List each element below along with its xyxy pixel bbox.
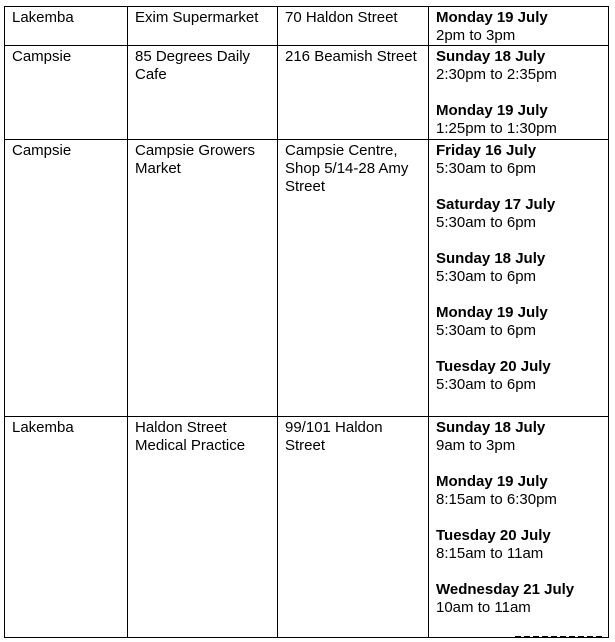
table-row [5,7,609,46]
dates-cell [429,417,609,638]
date-slot [436,581,602,617]
slot-time: 8:15am to 6:30pm [436,491,557,508]
slot-day: Monday 19 July [436,9,548,26]
slot-day: Monday 19 July [436,473,548,490]
date-slot [436,250,602,286]
date-slot [436,419,602,455]
address-cell: Campsie Centre, Shop 5/14-28 Amy Street [278,140,429,417]
slot-time: 10am to 11am [436,599,531,616]
dates-cell [429,7,609,46]
venue-cell: 85 Degrees Daily Cafe [128,46,278,140]
slot-day: Monday 19 July [436,304,548,321]
suburb-cell: Campsie [5,140,128,417]
suburb-cell: Campsie [5,46,128,140]
date-slot [436,527,602,563]
slot-day: Sunday 18 July [436,250,546,267]
slot-time: 1:25pm to 1:30pm [436,120,557,137]
table-row [5,46,609,140]
date-slot [436,48,602,84]
slot-time: 5:30am to 6pm [436,214,537,231]
slot-day: Tuesday 20 July [436,358,551,375]
date-slot [436,473,602,509]
slot-time: 5:30am to 6pm [436,376,537,393]
exposure-sites-table [4,6,609,638]
address-cell: 216 Beamish Street [278,46,429,140]
suburb-cell: Lakemba [5,7,128,46]
date-slot [436,196,602,232]
slot-day: Tuesday 20 July [436,527,551,544]
address-cell: 99/101 Haldon Street [278,417,429,638]
table-row [5,140,609,417]
slot-day: Monday 19 July [436,102,548,119]
date-slot [436,358,602,394]
date-slot [436,304,602,340]
slot-time: 8:15am to 11am [436,545,544,562]
suburb-cell: Lakemba [5,417,128,638]
slot-time: 2:30pm to 2:35pm [436,66,557,83]
venue-cell: Haldon Street Medical Practice [128,417,278,638]
table-row [5,417,609,638]
slot-day: Sunday 18 July [436,419,546,436]
slot-day: Wednesday 21 July [436,581,575,598]
dates-cell [429,46,609,140]
slot-time: 9am to 3pm [436,437,516,454]
slot-day: Sunday 18 July [436,48,546,65]
venue-cell: Exim Supermarket [128,7,278,46]
date-slot [436,102,602,138]
address-cell: 70 Haldon Street [278,7,429,46]
venue-cell: Campsie Growers Market [128,140,278,417]
date-slot [436,9,602,45]
dates-cell [429,140,609,417]
slot-day: Saturday 17 July [436,196,556,213]
slot-time: 5:30am to 6pm [436,322,537,339]
date-slot [436,142,602,178]
page-cut-decoration [515,636,611,642]
slot-day: Friday 16 July [436,142,537,159]
slot-time: 5:30am to 6pm [436,160,537,177]
slot-time: 5:30am to 6pm [436,268,537,285]
slot-time: 2pm to 3pm [436,27,516,44]
